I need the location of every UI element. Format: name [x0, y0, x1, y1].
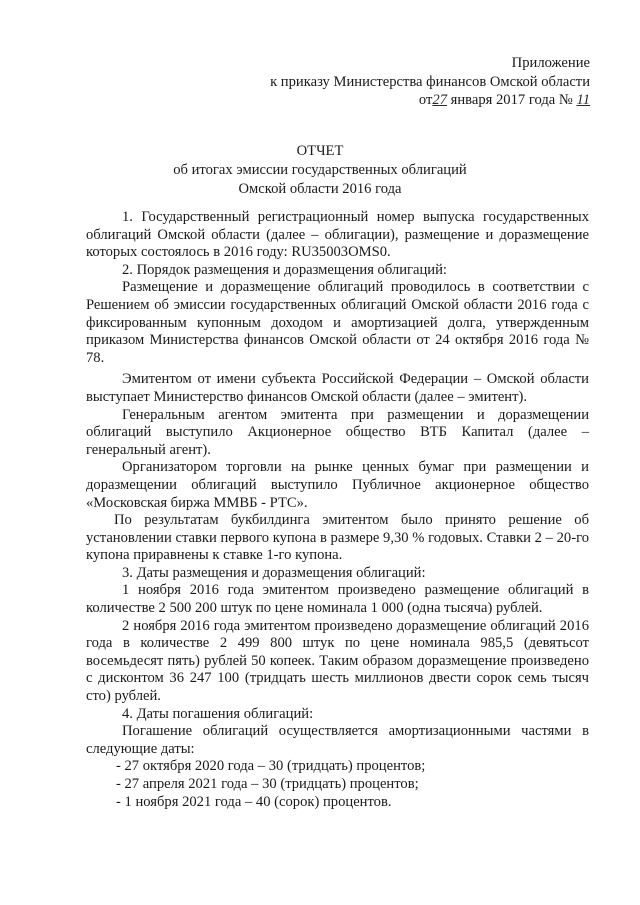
date-prefix: от — [418, 92, 433, 108]
appendix-label: Приложение — [511, 55, 590, 71]
report-title — [0, 142, 640, 199]
handwritten-order-number: 11 — [576, 92, 590, 108]
report-body — [86, 209, 589, 811]
paragraph-redemption-intro: Погашение облигаций осуществляется амортизационными частями в следующие даты: — [86, 723, 589, 757]
redemption-item: - 27 октября 2020 года – 30 (тридцать) процентов; — [116, 758, 426, 775]
paragraph-issuer: Эмитентом от имени субъекта Российской Федерации – Омской области выступает Министерство финансов Омской области (далее – эмитент). — [86, 371, 589, 405]
handwritten-day: 27 — [432, 92, 447, 108]
appendix-date-line — [270, 91, 590, 110]
paragraph-section-4-heading: 4. Даты погашения облигаций: — [122, 705, 314, 722]
title-line-2: об итогах эмиссии государственных облигаций — [173, 162, 467, 178]
appendix-order-reference: к приказу Министерства финансов Омской области — [270, 73, 590, 90]
paragraph-additional-placement: 2 ноября 2016 года эмитентом произведено доразмещение облигаций 2016 года в количестве 2 499 800 штук по цене номинала 985,5 (девятьсот восемьдесят пять) рублей 50 копеек. Таким образом доразмещение произведено с дисконтом 36 247 100 (тридцать шесть миллионов двести сорок семь тысяч сто) рублей. — [86, 617, 589, 705]
paragraph-section-2-heading: 2. Порядок размещения и доразмещения облигаций: — [122, 261, 447, 278]
redemption-item: - 27 апреля 2021 года – 30 (тридцать) процентов; — [116, 776, 419, 792]
paragraph-section-3-heading: 3. Даты размещения и доразмещения облигаций: — [122, 564, 426, 581]
paragraph-bookbuilding: По результатам букбилдинга эмитентом было принято решение об установлении ставки первого купона в размере 9,30 % годовых. Ставки 2 – 20-го купона приравнены к ставке 1-го купона. — [86, 512, 589, 564]
paragraph-placement: 1 ноября 2016 года эмитентом произведено размещение облигаций в количестве 2 500 200 штук по цене номинала 1 000 (одна тысяча) рублей. — [86, 582, 589, 617]
title-line-1: ОТЧЕТ — [296, 143, 344, 159]
date-rest: января 2017 года № — [450, 92, 573, 108]
paragraph-registration-number: 1. Государственный регистрационный номер выпуска государственных облигаций Омской области (далее – облигации), размещение и доразмещение которых состоялось в 2016 году: RU35003OMS0. — [86, 209, 589, 261]
paragraph-trade-organizer: Организатором торговли на рынке ценных бумаг при размещении и доразмещении облигаций выступило Публичное акционерное общество «Московская биржа ММВБ - РТС». — [86, 459, 589, 511]
paragraph-general-agent: Генеральным агентом эмитента при размещении и доразмещении облигаций выступило Акционерное общество ВТБ Капитал (далее – генеральный агент). — [86, 406, 589, 458]
title-line-3: Омской области 2016 года — [238, 181, 402, 197]
redemption-item: - 1 ноября 2021 года – 40 (сорок) процентов. — [116, 793, 392, 810]
paragraph-placement-basis: Размещение и доразмещение облигаций проводилось в соответствии с Решением об эмиссии государственных облигаций Омской области 2016 года с фиксированным купонным доходом и амортизацией долга, утвержденным приказом Министерства финансов Омской области от 24 октября 2016 года № 78. — [86, 279, 589, 366]
appendix-header — [270, 54, 590, 110]
